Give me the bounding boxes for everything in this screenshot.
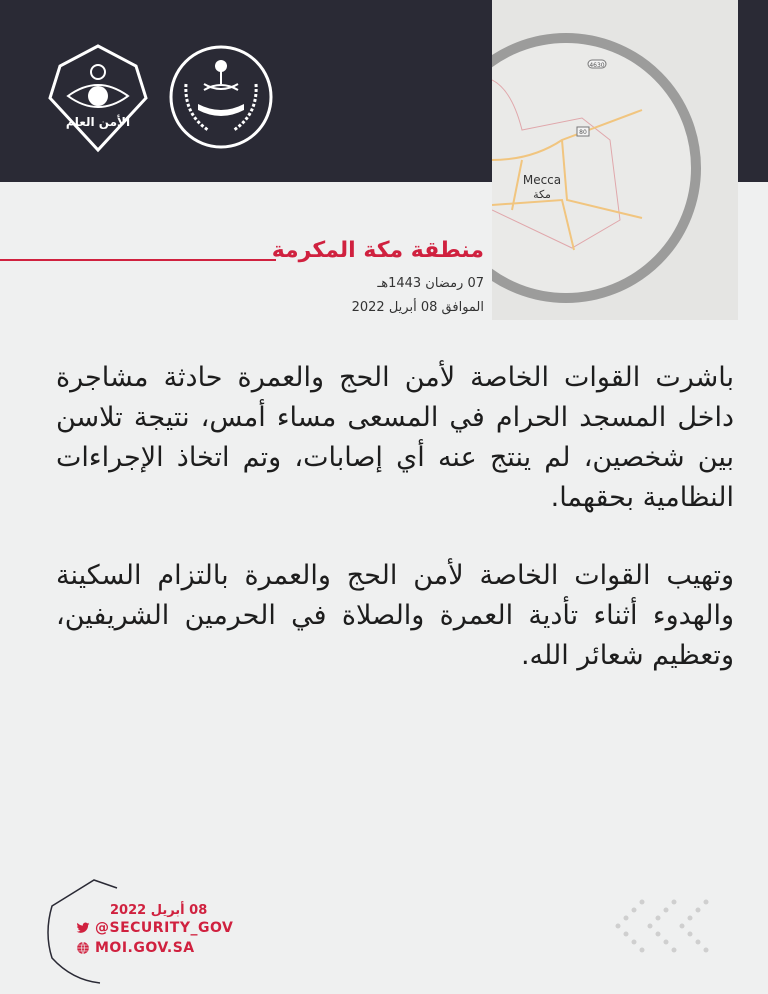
public-security-logo-icon (46, 44, 150, 154)
website-link[interactable] (76, 940, 195, 956)
announcement-paragraph: وتهيب القوات الخاصة لأمن الحج والعمرة بالتزام السكينة والهدوء أثناء تأدية العمرة والصلاة في الحرمين الشريفين، وتعظيم شعائر الله. (56, 560, 734, 671)
road-label: 4630 (589, 62, 605, 69)
region-title: منطقة مكة المكرمة (271, 238, 484, 263)
date-gregorian: الموافق 08 أبريل 2022 (351, 300, 484, 315)
announcement-paragraph: باشرت القوات الخاصة لأمن الحج والعمرة حادثة مشاجرة داخل المسجد الحرام في المسعى مساء أمس، نتيجة تلاسن بين شخصين، لم ينتج عنه أي إصابات، وتم اتخاذ الإجراءات النظامية بحقهما. (56, 362, 734, 513)
map-city-label-ar: مكة (533, 188, 551, 201)
website-url: MOI.GOV.SA (95, 940, 195, 956)
logo-text: الأمن العام (65, 115, 131, 129)
decorative-dots-icon (610, 896, 720, 956)
twitter-icon (76, 921, 90, 935)
twitter-handle-link[interactable] (76, 920, 233, 936)
map-image (492, 0, 738, 320)
twitter-handle: @SECURITY_GOV (95, 920, 234, 936)
footer-date: 08 أبريل 2022 (110, 903, 208, 918)
date-hijri: 07 رمضان 1443هـ (377, 276, 484, 291)
map-city-label-en: Mecca (522, 173, 562, 187)
title-divider (0, 259, 276, 261)
globe-icon (76, 941, 90, 955)
ministry-of-interior-logo-icon (168, 44, 274, 150)
road-label: 80 (579, 129, 587, 136)
